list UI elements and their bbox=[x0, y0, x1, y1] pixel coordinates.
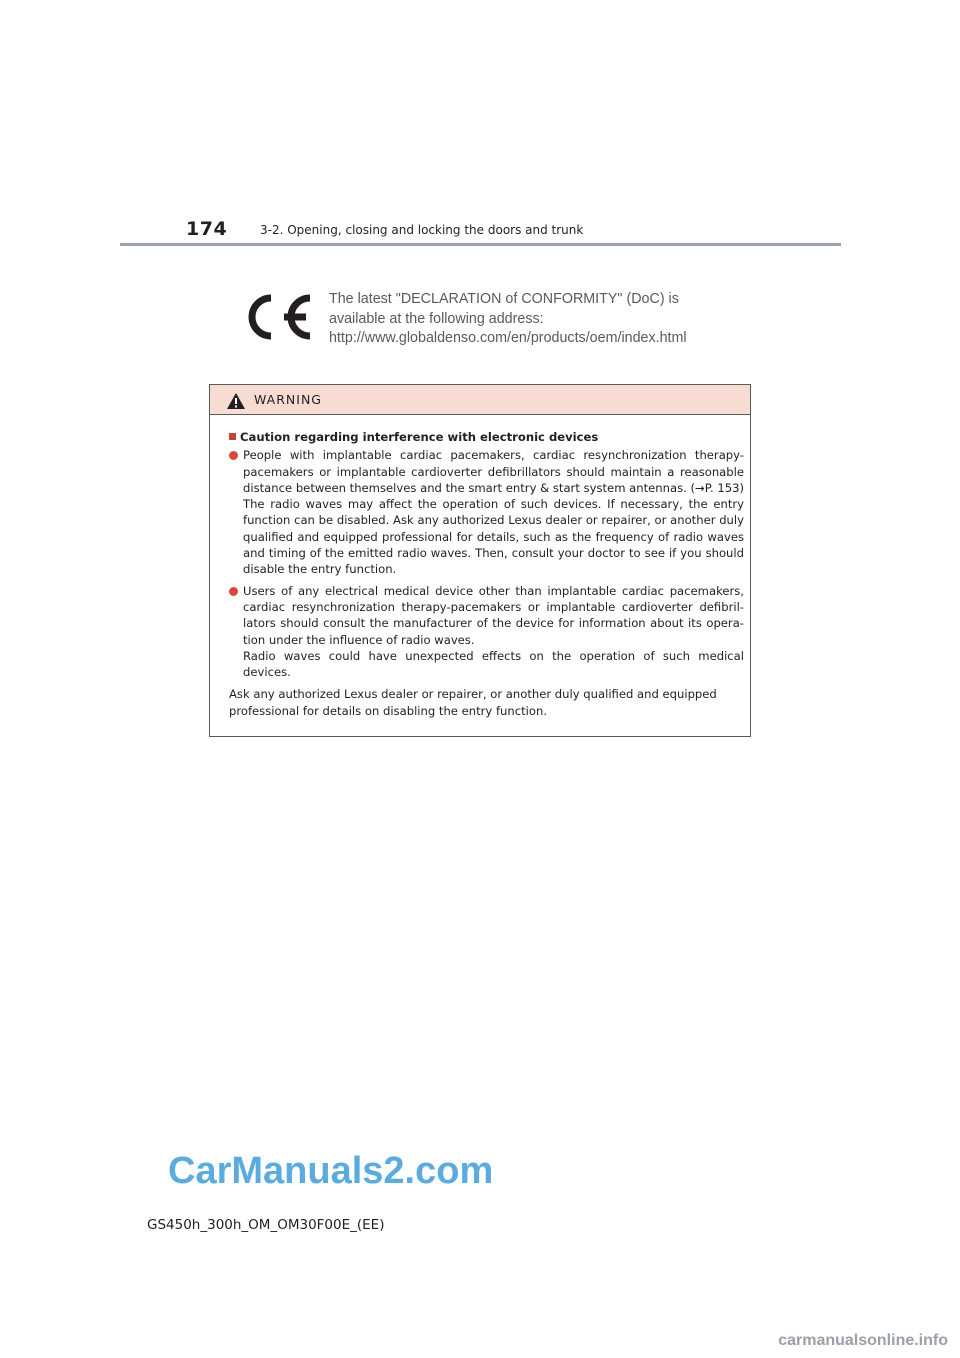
bullet-text-continued: Radio waves could have unexpected effects on the operation of such medical devices. bbox=[243, 648, 744, 680]
warning-box bbox=[209, 384, 751, 737]
page-number: 174 bbox=[186, 218, 228, 240]
warning-triangle-icon bbox=[226, 392, 246, 410]
doc-availability-text bbox=[329, 290, 687, 349]
square-bullet-icon bbox=[229, 433, 236, 440]
document-code: GS450h_300h_OM_OM30F00E_(EE) bbox=[147, 1217, 385, 1233]
section-title: 3-2. Opening, closing and locking the doors and trunk bbox=[260, 223, 584, 237]
header-divider bbox=[120, 243, 841, 246]
warning-body bbox=[229, 429, 744, 719]
closing-note: Ask any authorized Lexus dealer or repairer, or another duly qualified and equipped professional for details on disabling the entry function. bbox=[229, 687, 717, 718]
watermark-logo: CarManuals2.com bbox=[168, 1150, 494, 1192]
doc-url: http://www.globaldenso.com/en/products/oem/index.html bbox=[329, 330, 687, 346]
bullet-item-pacemakers bbox=[229, 447, 744, 577]
caution-heading: Caution regarding interference with electronic devices bbox=[229, 429, 744, 445]
warning-title: WARNING bbox=[254, 392, 322, 407]
bullet-text: People with implantable cardiac pacemakers, cardiac resynchronization therapy-pacemakers or implantable cardioverter defibrillators should maintain a reasonable distance between themselves and the smart entry & start system antennas. (→P. 153) The radio waves may affect the operation of such devices. If necessary, the entry function can be disabled. Ask any authorized Lexus dealer or repairer, or another duly qualified and equipped professional for details, such as the frequency of radio waves and timing of the emitted radio waves. Then, consult your doctor to see if you should disable the entry function. bbox=[243, 448, 744, 577]
doc-line-1: The latest "DECLARATION of CONFORMITY" (DoC) is bbox=[329, 291, 679, 307]
bullet-dot-icon bbox=[229, 587, 238, 596]
warning-header bbox=[210, 385, 750, 415]
ce-notice bbox=[240, 286, 740, 356]
bullet-dot-icon bbox=[229, 451, 238, 460]
bottom-watermark: carmanualsonline.info bbox=[778, 1332, 948, 1349]
bullet-item-medical-devices bbox=[229, 583, 744, 681]
page-header bbox=[120, 216, 841, 246]
doc-line-2: available at the following address: bbox=[329, 310, 544, 327]
ce-mark-icon bbox=[240, 292, 314, 342]
bullet-text: Users of any electrical medical device other than implantable cardiac pacemakers, cardiac resynchronization therapy-pacemakers or implantable cardioverter defibril-lators should consult the manufacturer of the device for information about its opera-tion under the influence of radio waves. bbox=[243, 583, 744, 647]
